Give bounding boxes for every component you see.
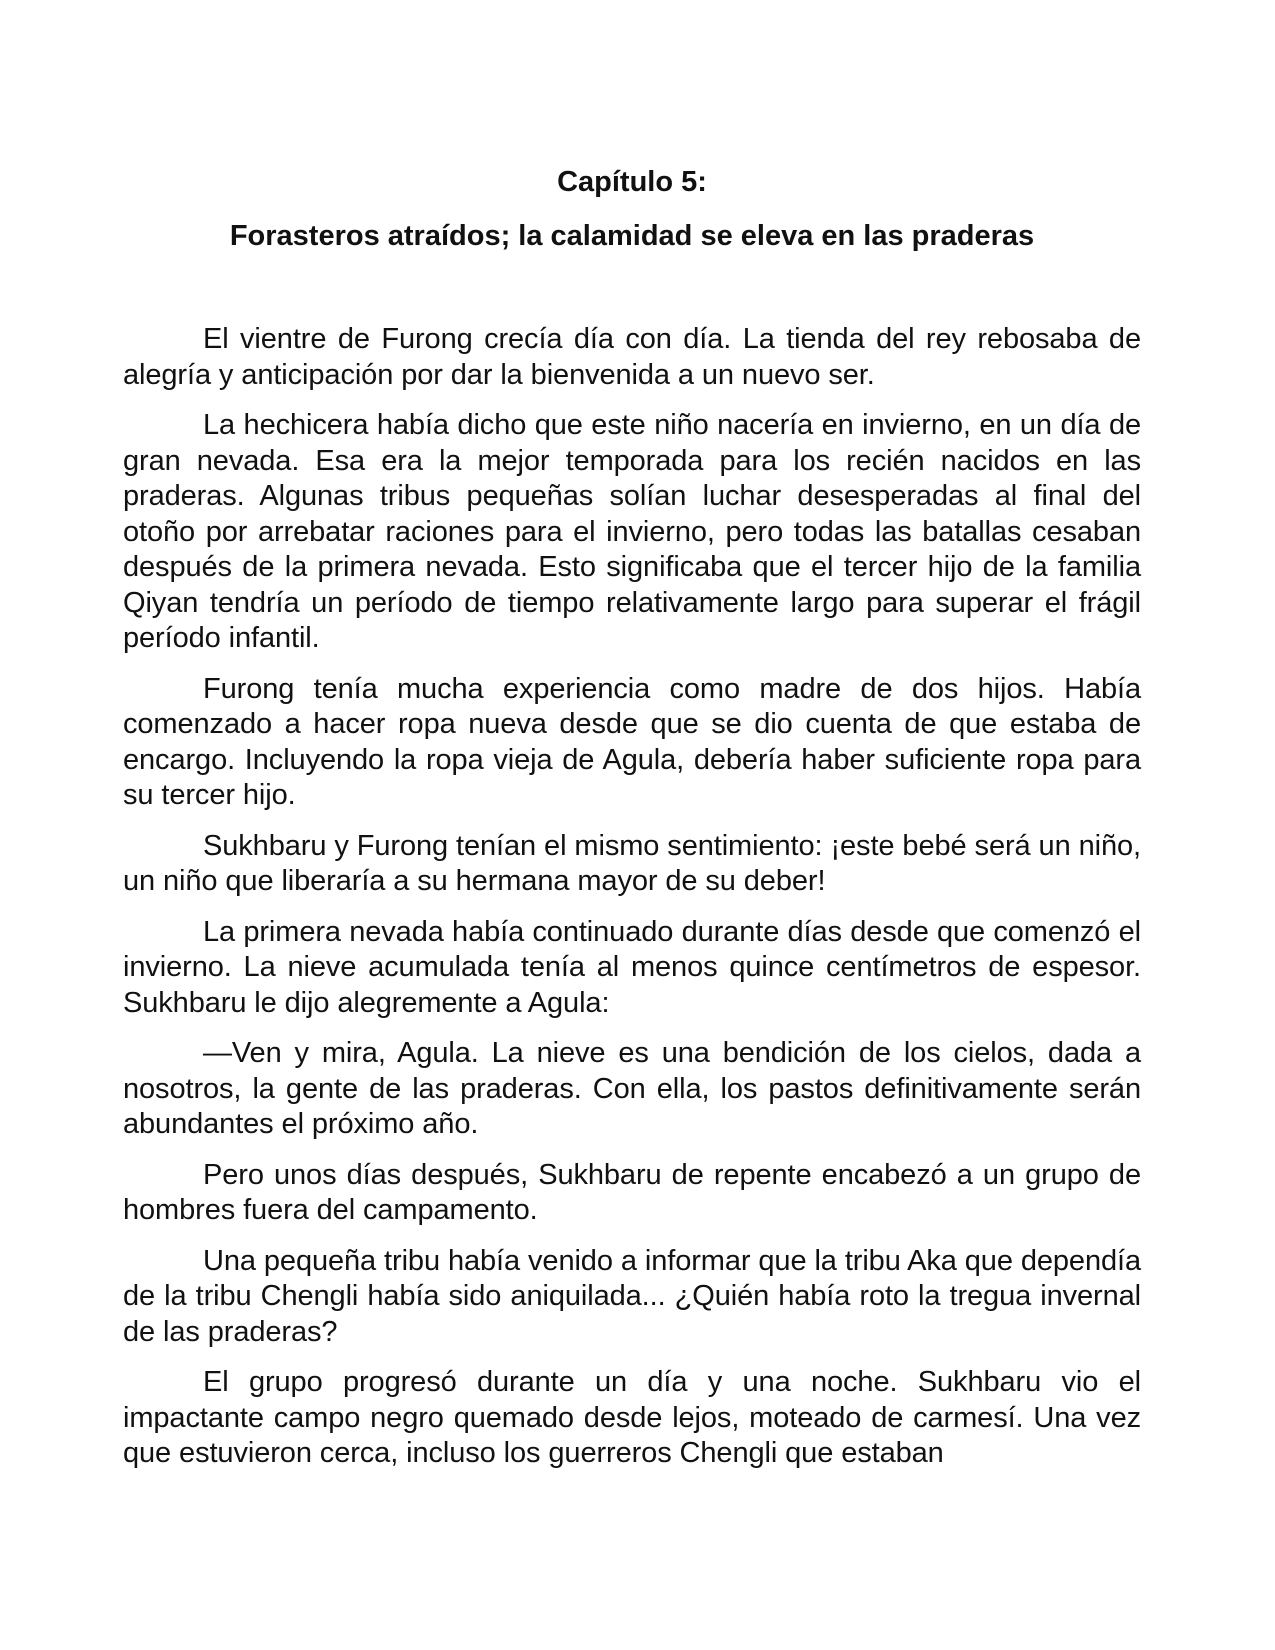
paragraph: Furong tenía mucha experiencia como madre de dos hijos. Había comenzado a hacer ropa nueva desde que se dio cuenta de que estaba de encargo. Incluyendo la ropa vieja de Agula, debería haber suficiente ropa para su tercer hijo. [123, 672, 1141, 811]
paragraph: La hechicera había dicho que este niño nacería en invierno, en un día de gran nevada. Esa era la mejor temporada para los recién nacidos en las praderas. Algunas tribus pequeñas solían luchar desesperadas al final del otoño por arrebatar raciones para el invierno, pero todas las batallas cesaban después de la primera nevada. Esto significaba que el tercer hijo de la familia Qiyan tendría un período de tiempo relativamente largo para superar el frágil período infantil. [123, 409, 1141, 654]
paragraph: —Ven y mira, Agula. La nieve es una bendición de los cielos, dada a nosotros, la gente de las praderas. Con ella, los pastos definitivamente serán abundantes el próximo año. [123, 1037, 1141, 1140]
paragraph: Sukhbaru y Furong tenían el mismo sentimiento: ¡este bebé será un niño, un niño que liberaría a su hermana mayor de su deber! [123, 829, 1141, 897]
paragraph: Pero unos días después, Sukhbaru de repente encabezó a un grupo de hombres fuera del campamento. [123, 1158, 1141, 1226]
paragraph: Una pequeña tribu había venido a informar que la tribu Aka que dependía de la tribu Chengli había sido aniquilada... ¿Quién había roto la tregua invernal de las praderas? [123, 1244, 1141, 1348]
chapter-number: Capítulo 5: [557, 166, 707, 198]
body-text [123, 322, 1141, 1487]
paragraph: La primera nevada había continuado durante días desde que comenzó el invierno. La nieve acumulada tenía al menos quince centímetros de espesor. Sukhbaru le dijo alegremente a Agula: [123, 915, 1141, 1019]
chapter-title: Forasteros atraídos; la calamidad se eleva en las praderas [229, 220, 1035, 252]
paragraph: El grupo progresó durante un día y una noche. Sukhbaru vio el impactante campo negro quemado desde lejos, moteado de carmesí. Una vez que estuvieron cerca, incluso los guerreros Chengli que estaban [123, 1366, 1141, 1469]
paragraph: El vientre de Furong crecía día con día. La tienda del rey rebosaba de alegría y anticipación por dar la bienvenida a un nuevo ser. [123, 323, 1141, 391]
document-page [123, 0, 1141, 1650]
